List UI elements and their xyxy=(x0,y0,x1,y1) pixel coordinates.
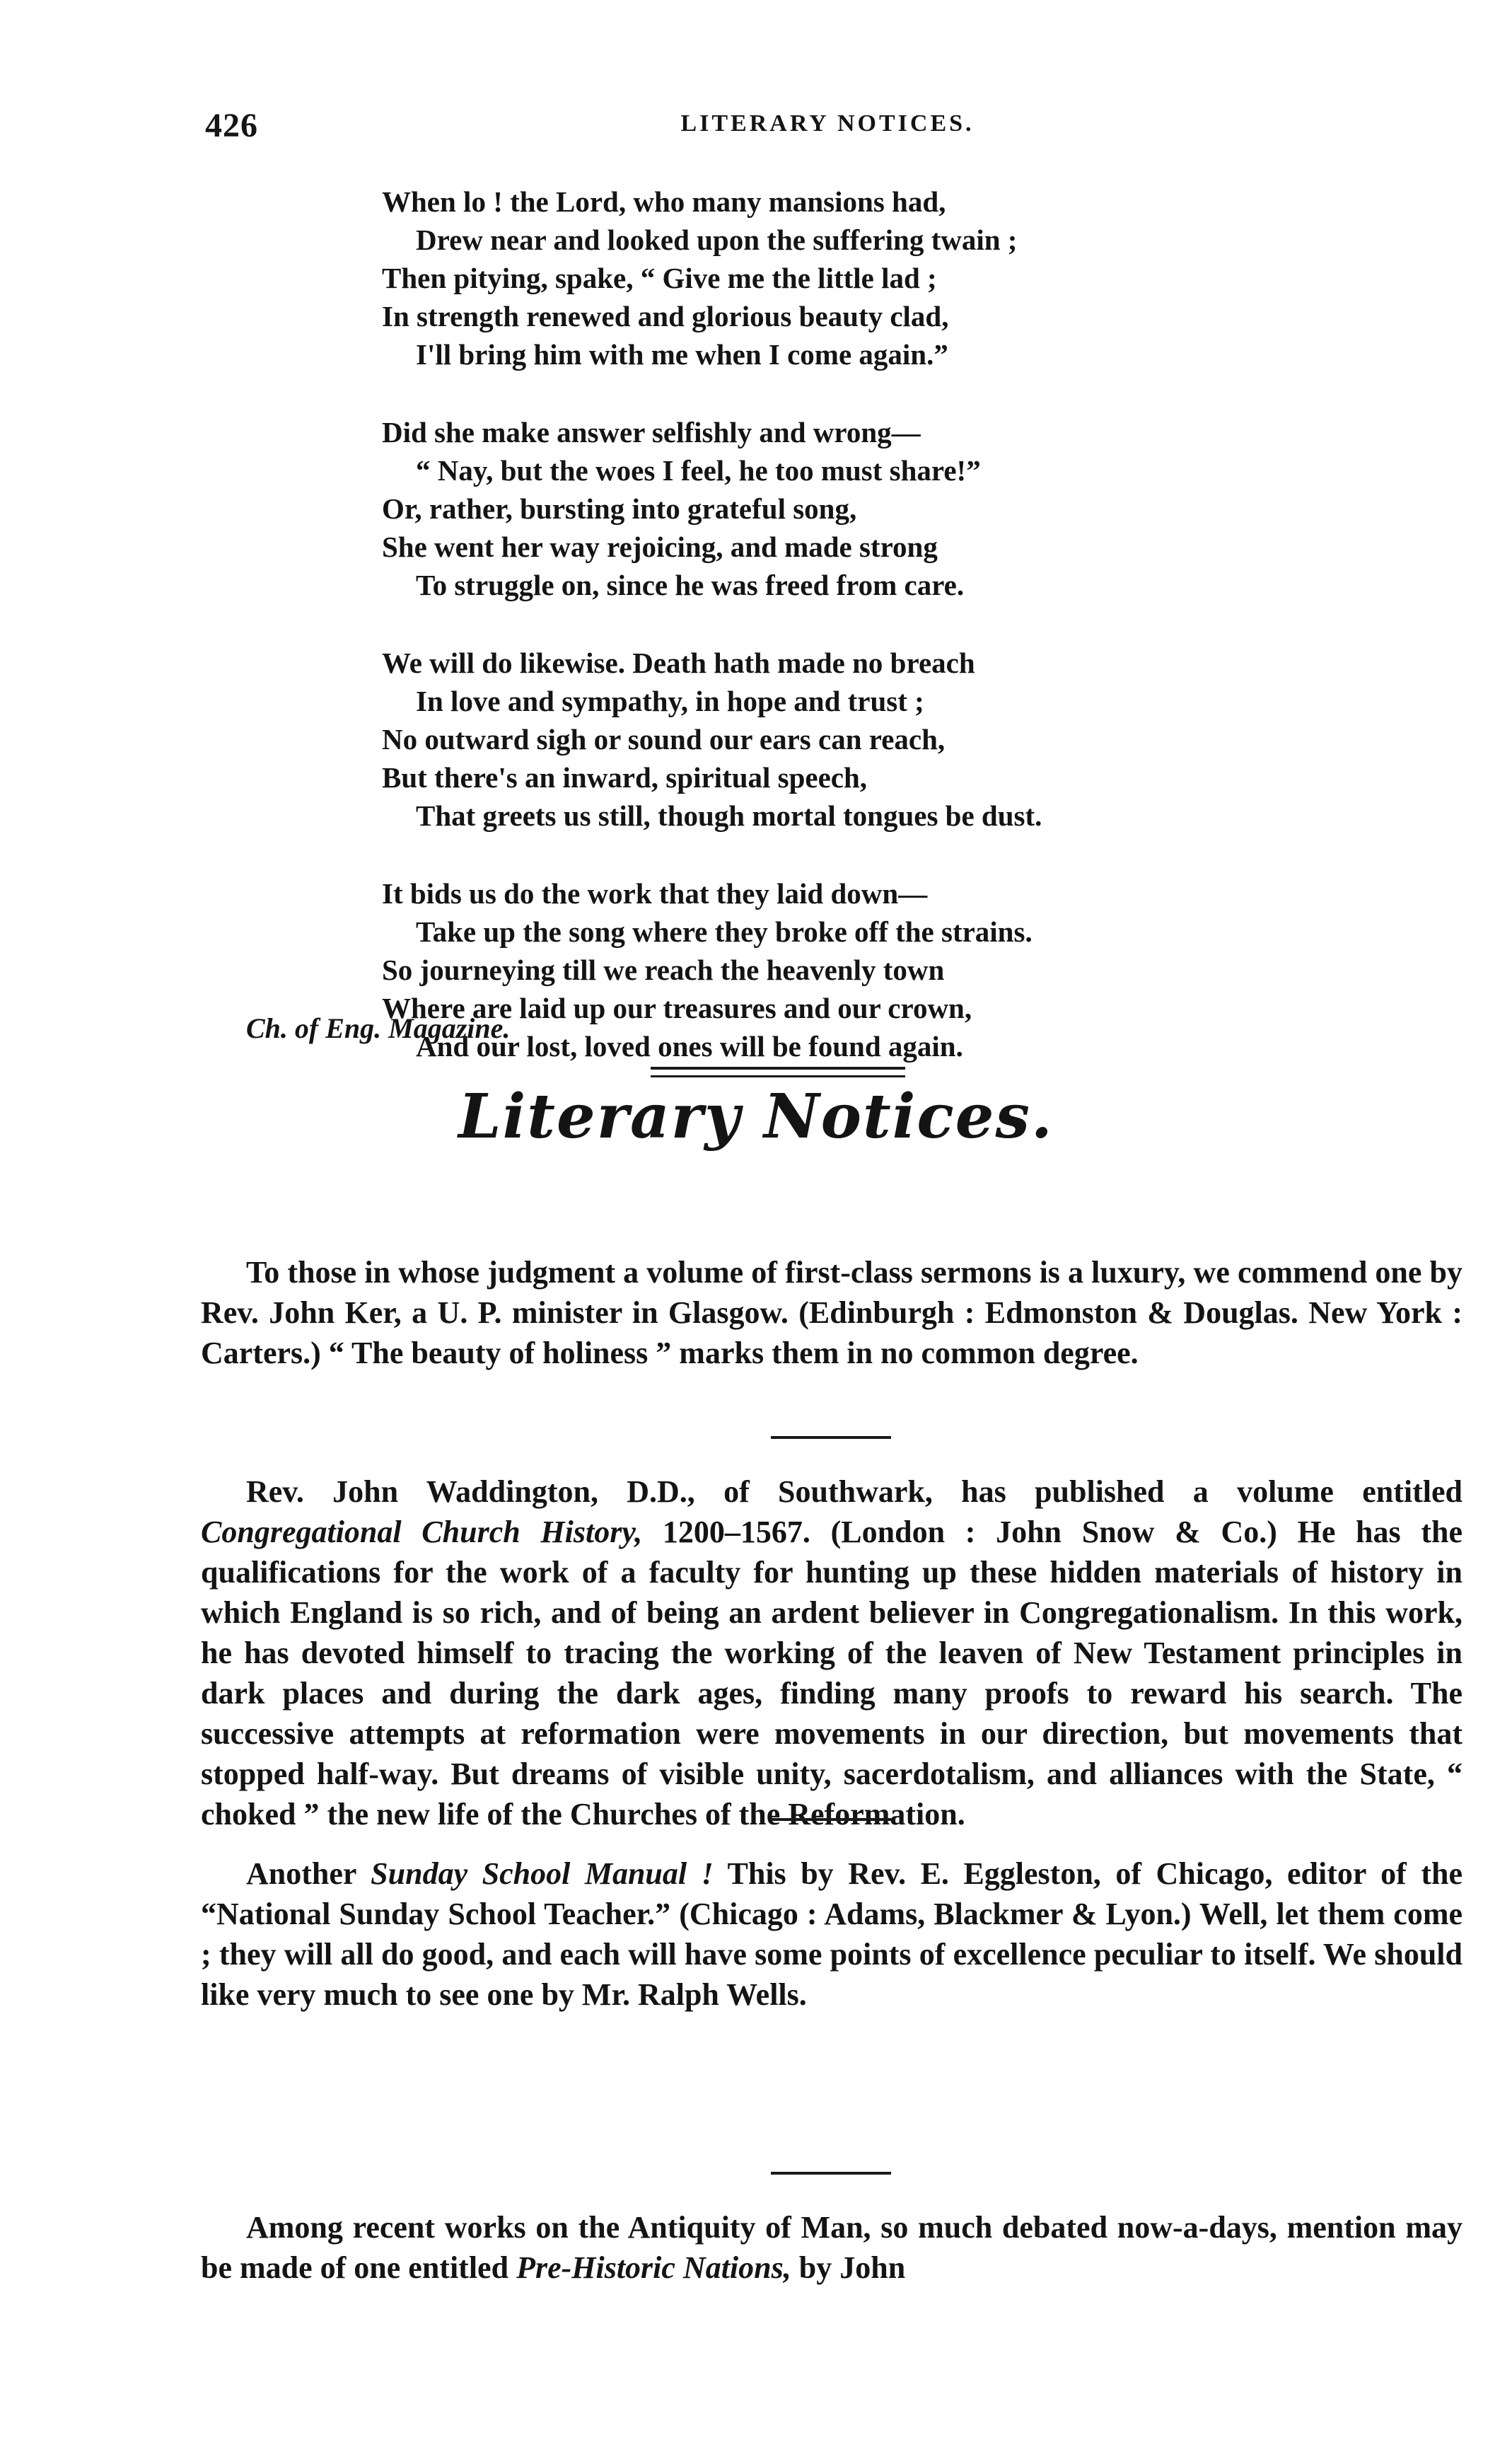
poem-line: That greets us still, though mortal tongues be dust. xyxy=(416,799,1042,832)
notice-text: by John xyxy=(791,2250,906,2285)
notice-separator xyxy=(771,1436,891,1439)
notice-text: Rev. John Waddington, D.D., of Southwark, has published a volume entitled xyxy=(246,1474,1462,1509)
page-header xyxy=(205,106,1450,156)
title-italic: Pre-Historic Nations, xyxy=(516,2250,791,2285)
poem-line: She went her way rejoicing, and made strong xyxy=(382,531,938,563)
poem xyxy=(382,183,1301,1065)
notice-text: This by Rev. E. Eggleston, of Chicago, editor of the “National Sunday School Teacher.” (Chicago : Adams, Blackmer & Lyon.) Well, let them come ; they will all do good, and each will have some points of excellence peculiar to itself. We should like very much to see one by Mr. Ralph Wells. xyxy=(201,1856,1462,2012)
poem-line: And our lost, loved ones will be found again. xyxy=(416,1030,963,1063)
poem-line: To struggle on, since he was freed from care. xyxy=(416,569,965,601)
poem-stanza xyxy=(382,874,1301,1065)
title-rule-lower xyxy=(651,1075,905,1077)
poem-source: Ch. of Eng. Magazine. xyxy=(246,1012,511,1044)
notice-text: Among recent works on the Antiquity of Man, so much debated now-a-days, mention may be made of one entitled xyxy=(201,2210,1462,2285)
notice-text: To those in whose judgment a volume of first-class sermons is a luxury, we commend one by Rev. John Ker, a U. P. minister in Glasgow. (Edinburgh : Edmonston & Douglas. New York : Carters.) “ The beauty of holiness ” marks them in no common degree. xyxy=(201,1255,1462,1370)
poem-stanza xyxy=(382,413,1301,604)
poem-line: In love and sympathy, in hope and trust ; xyxy=(416,685,924,717)
notice-separator xyxy=(771,2172,891,2175)
poem-line: “ Nay, but the woes I feel, he too must share!” xyxy=(416,454,981,487)
poem-line: I'll bring him with me when I come again.” xyxy=(416,338,948,371)
page-number: 426 xyxy=(205,107,258,144)
running-head: LITERARY NOTICES. xyxy=(680,110,975,137)
title-italic: Sunday School Manual ! xyxy=(371,1856,714,1891)
notice-paragraph xyxy=(201,1471,1462,1834)
poem-stanza xyxy=(382,644,1301,835)
poem-line: No outward sigh or sound our ears can reach, xyxy=(382,723,946,756)
poem-line: Drew near and looked upon the suffering twain ; xyxy=(416,224,1018,256)
title-rule-upper xyxy=(651,1067,905,1070)
title-italic: Congregational Church History, xyxy=(201,1515,643,1549)
poem-line: In strength renewed and glorious beauty clad, xyxy=(382,300,949,332)
poem-line: When lo ! the Lord, who many mansions had, xyxy=(382,185,946,218)
poem-line: It bids us do the work that they laid down— xyxy=(382,877,928,910)
notice-text: 1200–1567. (London : John Snow & Co.) He has the qualifications for the work of a faculty for hunting up these hidden materials of history in which England is so rich, and of being an ardent believer in Congregationalism. In this work, he has devoted himself to tracing the working of the leaven of New Testament principles in dark places and during the dark ages, finding many proofs to reward his search. The successive attempts at reformation were movements in our direction, but movements that stopped half-way. But dreams of visible unity, sacerdotalism, and alliances with the State, “ choked ” the new life of the Churches of the Reformation. xyxy=(201,1515,1462,1832)
notice-paragraph xyxy=(201,1853,1462,2015)
poem-line: So journeying till we reach the heavenly town xyxy=(382,954,945,986)
poem-stanza xyxy=(382,183,1301,374)
poem-line: Then pitying, spake, “ Give me the little lad ; xyxy=(382,262,937,294)
notice-separator xyxy=(771,1818,891,1821)
poem-line: We will do likewise. Death hath made no breach xyxy=(382,647,975,679)
notice-paragraph xyxy=(201,1252,1462,1373)
poem-line: Take up the song where they broke off the strains. xyxy=(416,915,1033,948)
notice-paragraph xyxy=(201,2207,1462,2288)
poem-line: Did she make answer selfishly and wrong— xyxy=(382,416,921,449)
poem-line: But there's an inward, spiritual speech, xyxy=(382,761,868,794)
poem-line: Where are laid up our treasures and our crown, xyxy=(382,992,972,1024)
poem-line: Or, rather, bursting into grateful song, xyxy=(382,492,857,525)
notice-text: Another xyxy=(246,1856,371,1891)
section-title: Literary Notices. xyxy=(458,1081,1054,1152)
